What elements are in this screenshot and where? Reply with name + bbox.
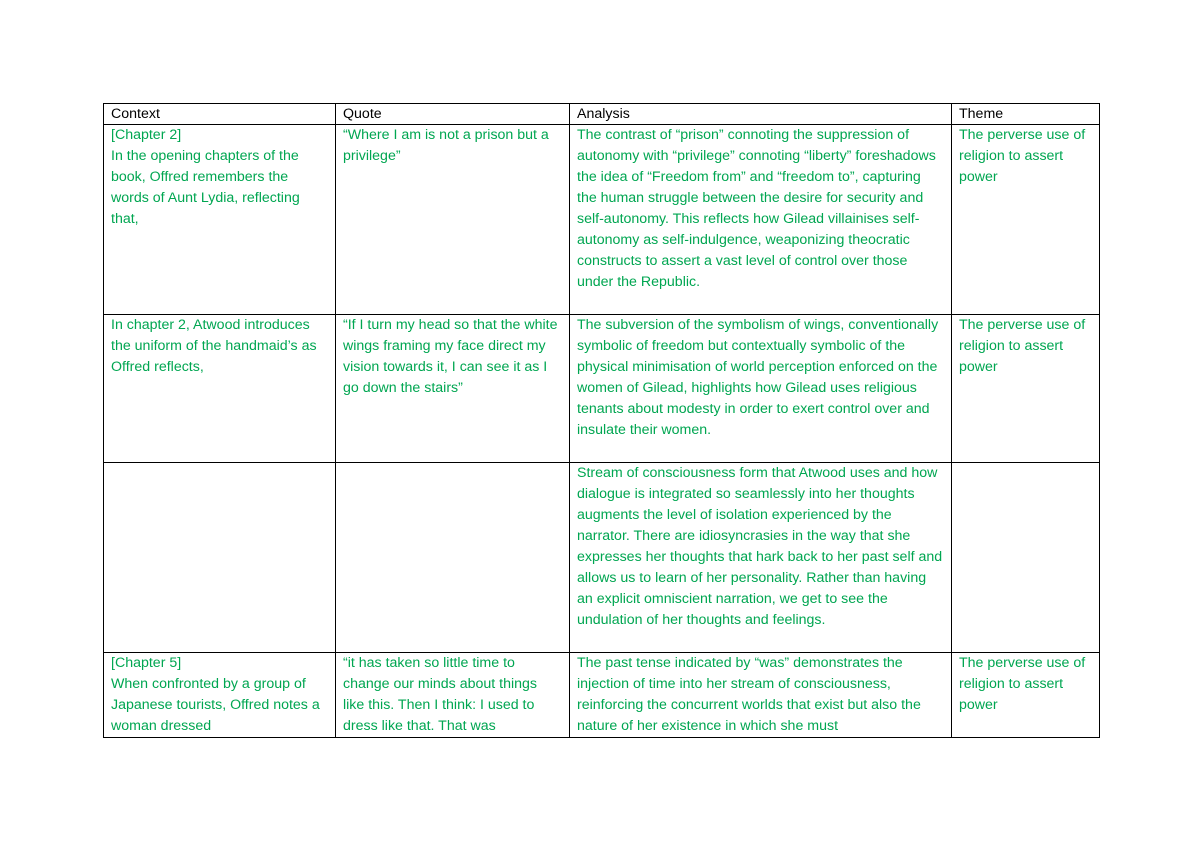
context-cell xyxy=(104,315,336,463)
header-row xyxy=(104,104,1100,125)
quote-cell xyxy=(336,315,570,463)
quote-cell xyxy=(336,463,570,653)
table-row xyxy=(104,463,1100,653)
theme-text: The perverse use of religion to assert power xyxy=(959,127,1086,185)
theme-cell xyxy=(952,315,1100,463)
analysis-text: The subversion of the symbolism of wings, conventionally symbolic of freedom but contextually symbolic of the physical minimisation of world perception enforced on the women of Gilead, highlights how Gilead uses religious tenants about modesty in order to exert control over and insulate their women. xyxy=(577,317,939,438)
context-cell xyxy=(104,463,336,653)
analysis-cell xyxy=(570,125,952,315)
table-row xyxy=(104,653,1100,738)
context-text: [Chapter 5] When confronted by a group of Japanese tourists, Offred notes a woman dressed xyxy=(111,655,320,734)
header-analysis: Analysis xyxy=(570,104,952,125)
table-row xyxy=(104,125,1100,315)
analysis-text: Stream of consciousness form that Atwood uses and how dialogue is integrated so seamlessly into her thoughts augments the level of isolation experienced by the narrator. There are idiosyncrasies in the way that she expresses her thoughts that hark back to her past self and allows us to learn of her personality. Rather than having an explicit omniscient narration, we get to see the undulation of her thoughts and feelings. xyxy=(577,465,943,628)
header-quote: Quote xyxy=(336,104,570,125)
theme-cell xyxy=(952,125,1100,315)
theme-text: The perverse use of religion to assert power xyxy=(959,317,1086,375)
context-text: In chapter 2, Atwood introduces the uniform of the handmaid’s as Offred reflects, xyxy=(111,317,317,375)
quote-cell xyxy=(336,125,570,315)
analysis-cell xyxy=(570,463,952,653)
quote-text: “it has taken so little time to change our minds about things like this. Then I think: I used to dress like that. That was xyxy=(343,655,538,734)
quote-cell xyxy=(336,653,570,738)
context-text: [Chapter 2] In the opening chapters of the book, Offred remembers the words of Aunt Lydia, reflecting that, xyxy=(111,127,300,227)
quote-text: “Where I am is not a prison but a privilege” xyxy=(343,127,549,164)
theme-text: The perverse use of religion to assert power xyxy=(959,655,1086,713)
analysis-text: The past tense indicated by “was” demonstrates the injection of time into her stream of consciousness, reinforcing the concurrent worlds that exist but also the nature of her existence in which she must xyxy=(577,655,921,734)
context-cell xyxy=(104,125,336,315)
theme-cell xyxy=(952,463,1100,653)
analysis-cell xyxy=(570,315,952,463)
analysis-text: The contrast of “prison” connoting the suppression of autonomy with “privilege” connoting “liberty” foreshadows the idea of “Freedom from” and “freedom to”, capturing the human struggle between the desire for security and self-autonomy. This reflects how Gilead villainises self-autonomy as self-indulgence, weaponizing theocratic constructs to assert a vast level of control over those under the Republic. xyxy=(577,127,936,290)
notes-table xyxy=(103,103,1100,738)
header-theme: Theme xyxy=(952,104,1100,125)
context-cell xyxy=(104,653,336,738)
quote-text: “If I turn my head so that the white wings framing my face direct my vision towards it, I can see it as I go down the stairs” xyxy=(343,317,558,396)
table-row xyxy=(104,315,1100,463)
header-context: Context xyxy=(104,104,336,125)
theme-cell xyxy=(952,653,1100,738)
analysis-cell xyxy=(570,653,952,738)
